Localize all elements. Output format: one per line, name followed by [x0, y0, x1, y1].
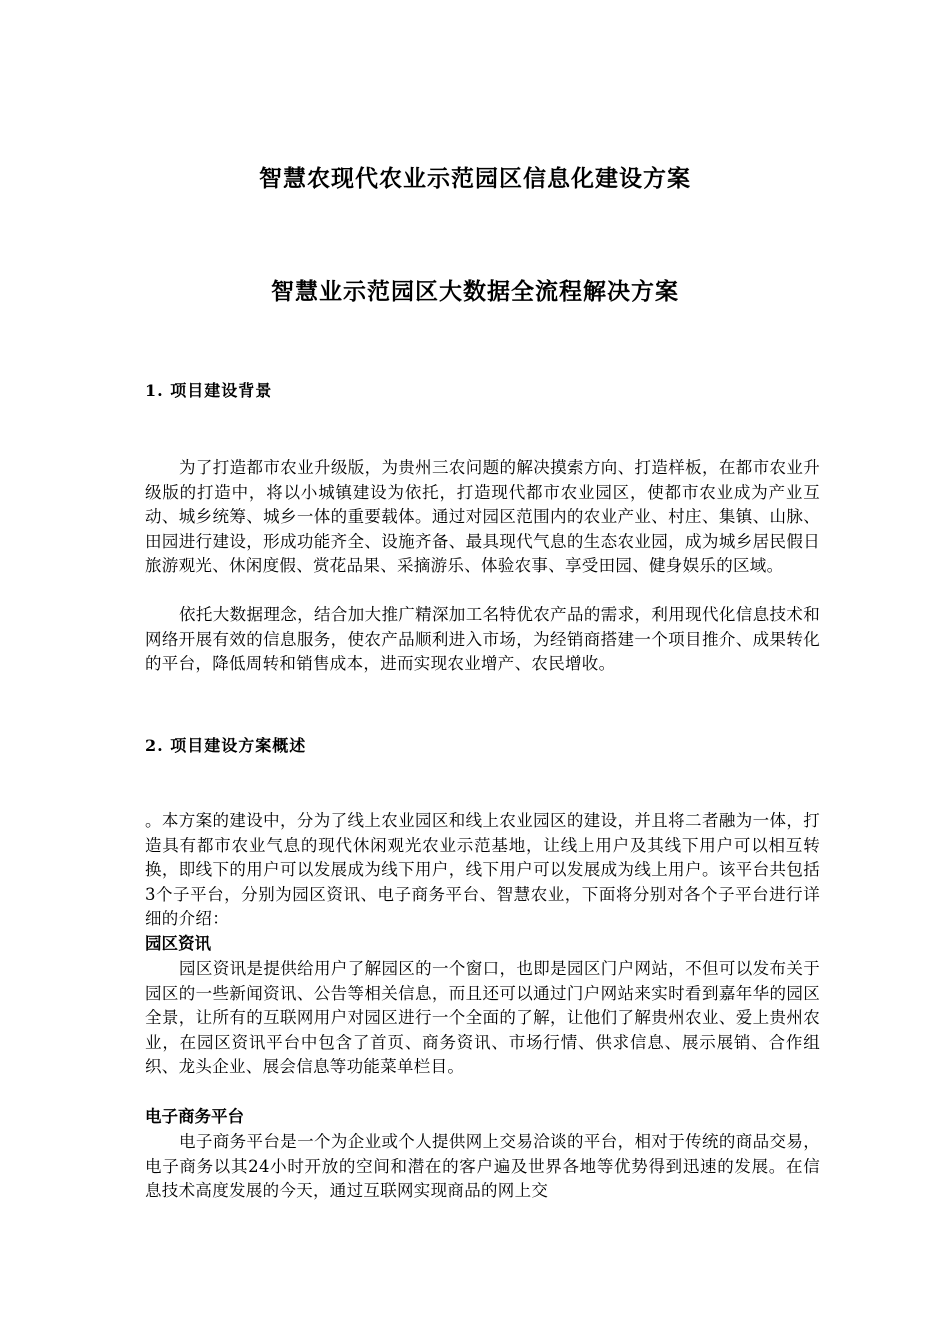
- paragraph-ecommerce: 电子商务平台是一个为企业或个人提供网上交易洽谈的平台，相对于传统的商品交易，电子商务以其24小时开放的空间和潜在的客户遍及世界各地等优势得到迅速的发展。在信息技术高度发展的今天，通过互联网实现商品的网上交: [145, 1132, 820, 1200]
- section-heading-background: 1. 项目建设背景: [145, 381, 273, 400]
- subheading-ecommerce: 电子商务平台: [145, 1107, 244, 1126]
- paragraph-background-1: 为了打造都市农业升级版，为贵州三农问题的解决摸索方向、打造样板，在都市农业升级版的打造中，将以小城镇建设为依托，打造现代都市农业园区，使都市农业成为产业互动、城乡统筹、城乡一体的重要载体。通过对园区范围内的农业产业、村庄、集镇、山脉、田园进行建设，形成功能齐全、设施齐备、最具现代气息的生态农业园，成为城乡居民假日旅游观光、休闲度假、赏花品果、采摘游乐、体验农事、享受田园、健身娱乐的区域。: [145, 458, 820, 575]
- paragraph-background-2: 依托大数据理念，结合加大推广精深加工名特优农产品的需求，利用现代化信息技术和网络开展有效的信息服务，使农产品顺利进入市场，为经销商搭建一个项目推介、成果转化的平台，降低周转和销售成本，进而实现农业增产、农民增收。: [145, 605, 820, 673]
- section-heading-overview: 2. 项目建设方案概述: [145, 736, 307, 755]
- document-subtitle: 智慧业示范园区大数据全流程解决方案: [271, 278, 679, 305]
- paragraph-overview-intro: 。本方案的建设中，分为了线上农业园区和线上农业园区的建设，并且将二者融为一体，打造具有都市农业气息的现代休闲观光农业示范基地，让线上用户及其线下用户可以相互转换，即线下的用户可以发展成为线下用户，线下用户可以发展成为线上用户。该平台共包括3个子平台，分别为园区资讯、电子商务平台、智慧农业，下面将分别对各个子平台进行详细的介绍：: [145, 811, 820, 928]
- paragraph-park-info: 园区资讯是提供给用户了解园区的一个窗口，也即是园区门户网站，不但可以发布关于园区的一些新闻资讯、公告等相关信息，而且还可以通过门户网站来实时看到嘉年华的园区全景，让所有的互联网用户对园区进行一个全面的了解，让他们了解贵州农业、爱上贵州农业，在园区资讯平台中包含了首页、商务资讯、市场行情、供求信息、展示展销、合作组织、龙头企业、展会信息等功能菜单栏目。: [145, 959, 820, 1076]
- document-title: 智慧农现代农业示范园区信息化建设方案: [259, 165, 691, 192]
- subheading-park-info: 园区资讯: [145, 934, 211, 953]
